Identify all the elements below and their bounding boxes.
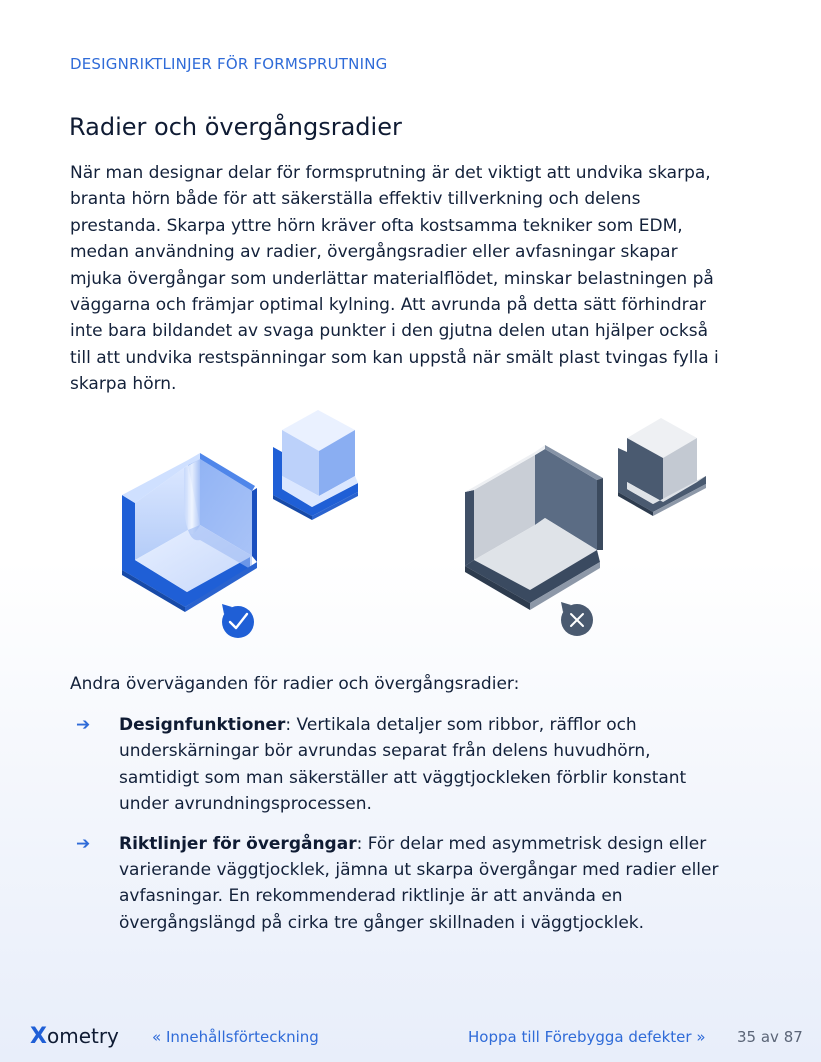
considerations-heading: Andra överväganden för radier och övergångsradier: [70, 674, 520, 694]
arrow-right-icon: ➔ [76, 833, 91, 854]
list-item [70, 831, 730, 937]
bullet-term: Riktlinjer för övergångar [119, 833, 357, 854]
sharp-cube-detail [618, 418, 706, 516]
considerations-list [70, 712, 730, 949]
page-footer [0, 1022, 821, 1052]
page-number: 35 av 87 [737, 1028, 803, 1046]
bullet-term: Designfunktioner [119, 715, 286, 735]
bullet-text: : Vertikala detaljer som ribbor, räfflor och underskärningar bör avrundas separat från delens huvudhörn, samtidigt som man säkerställer att väggtjockleken förblir konstant under avrundningsprocessen. [119, 715, 687, 815]
page-title: Radier och övergångsradier [69, 113, 402, 141]
jump-to-defects-link[interactable]: Hoppa till Förebygga defekter » [468, 1028, 706, 1046]
rounded-corner-part [122, 453, 257, 612]
toc-link[interactable]: « Innehållsförteckning [152, 1028, 319, 1046]
rounded-cube-detail [273, 410, 358, 520]
intro-paragraph: När man designar delar för formsprutning är det viktigt att undvika skarpa, branta hörn både för att säkerställa effektiv tillverkning och delens prestanda. Skarpa yttre hörn kräver ofta kostsamma tekniker som EDM, medan användning av radier, övergångsradier eller avfasningar skapar mjuka övergångar som underlättar materialflödet, minskar belastningen på väggarna och främjar optimal kylning. Att avrunda på detta sätt förhindrar inte bara bildandet av svaga punkter i den gjutna delen utan hjälper också till att undvika restspänningar som kan uppstå när smält plast tvingas fylla i skarpa hörn. [70, 163, 719, 395]
bullet-text: : För delar med asymmetrisk design eller varierande väggtjocklek, jämna ut skarpa övergångar med radier eller avfasningar. En rekommenderad riktlinje är att använda en övergångslängd på cirka tre gånger skillnaden i väggtjocklek. [119, 833, 719, 933]
corner-illustration [100, 400, 740, 650]
xometry-logo[interactable]: Xometry [30, 1024, 119, 1049]
good-badge [222, 604, 254, 638]
bad-badge [561, 602, 593, 636]
section-kicker: DESIGNRIKTLINJER FÖR FORMSPRUTNING [70, 55, 388, 73]
arrow-right-icon: ➔ [76, 715, 91, 735]
sharp-corner-part [465, 445, 603, 610]
list-item [70, 712, 730, 818]
